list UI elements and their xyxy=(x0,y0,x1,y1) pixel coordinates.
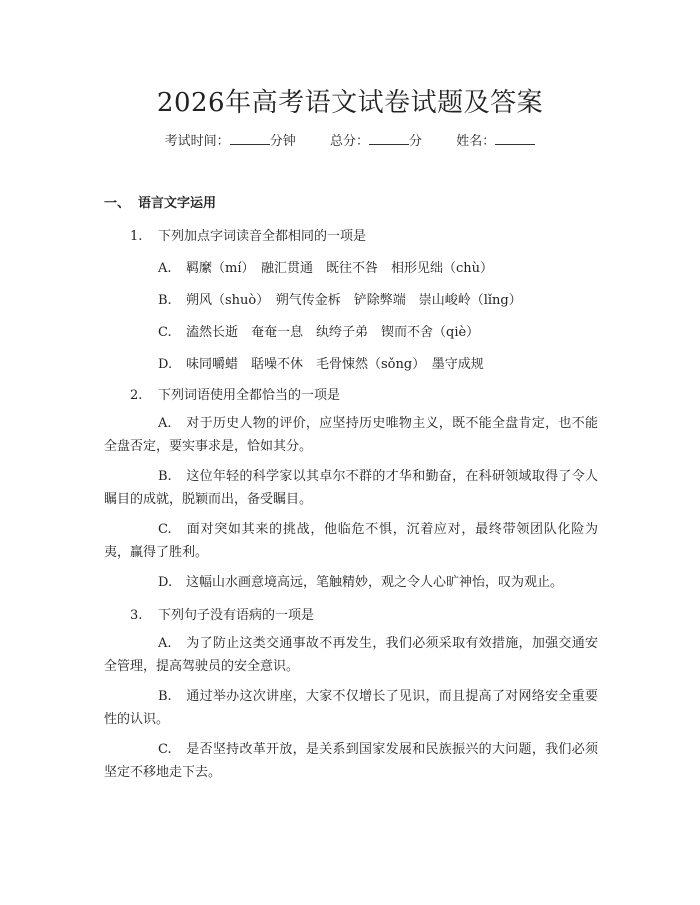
question-number: 3. xyxy=(130,608,143,623)
option-item xyxy=(104,571,598,594)
option-text: 羁縻（mí） 融汇贯通 既往不咎 相形见绌（chù） xyxy=(186,261,494,276)
option-item xyxy=(104,465,598,511)
option-letter: B. xyxy=(158,689,172,704)
question-text: 下列句子没有语病的一项是 xyxy=(158,608,315,623)
option-item xyxy=(104,685,598,731)
option-letter: C. xyxy=(158,522,172,537)
option-item xyxy=(104,632,598,678)
option-text: 这幅山水画意境高远，笔触精妙，观之令人心旷神怡，叹为观止。 xyxy=(186,575,564,590)
section-heading xyxy=(104,192,216,211)
question-number: 2. xyxy=(130,388,143,403)
option-text: 对于历史人物的评价，应坚持历史唯物主义，既不能全盘肯定，也不能全盘否定，要实事求是，恰如其分。 xyxy=(104,416,598,454)
option-text: 面对突如其来的挑战，他临危不惧，沉着应对，最终带领团队化险为夷，赢得了胜利。 xyxy=(104,522,598,560)
option-letter: B. xyxy=(158,293,172,308)
score-unit: 分 xyxy=(409,134,423,149)
question-stem xyxy=(130,384,340,403)
option-text: 味同嚼蜡 聒噪不休 毛骨悚然（sǒng） 墨守成规 xyxy=(186,357,484,372)
score-label: 总分： xyxy=(329,134,369,149)
option-letter: D. xyxy=(158,357,173,372)
option-letter: A. xyxy=(158,636,172,651)
option-text: 为了防止这类交通事故不再发生，我们必须采取有效措施，加强交通安全管理，提高驾驶员的安全意识。 xyxy=(104,636,598,674)
option-item xyxy=(104,738,598,784)
score-blank[interactable] xyxy=(369,132,409,145)
section-title: 语言文字运用 xyxy=(138,196,217,211)
exam-meta xyxy=(0,130,700,149)
option-text: 是否坚持改革开放，是关系到国家发展和民族振兴的大问题，我们必须坚定不移地走下去。 xyxy=(104,742,598,780)
option-item xyxy=(104,518,598,564)
option-text: 通过举办这次讲座，大家不仅增长了见识，而且提高了对网络安全重要性的认识。 xyxy=(104,689,598,727)
question-stem xyxy=(130,604,314,623)
time-label: 考试时间： xyxy=(164,134,230,149)
option-item xyxy=(158,257,493,276)
section-number: 一、 xyxy=(104,196,131,211)
option-letter: B. xyxy=(158,469,172,484)
option-item xyxy=(158,321,479,340)
option-text: 朔风（shuò） 朔气传金柝 铲除弊端 崇山峻岭（lǐng） xyxy=(186,293,522,308)
option-letter: C. xyxy=(158,325,172,340)
question-number: 1. xyxy=(130,229,143,244)
option-text: 溘然长逝 奄奄一息 纨绔子弟 锲而不舍（qiè） xyxy=(186,325,480,340)
time-unit: 分钟 xyxy=(269,134,296,149)
option-letter: D. xyxy=(158,575,173,590)
option-item xyxy=(104,412,598,458)
option-letter: A. xyxy=(158,261,172,276)
page-title: 2026年高考语文试卷试题及答案 xyxy=(156,88,544,118)
question-stem xyxy=(130,225,366,244)
option-text: 这位年轻的科学家以其卓尔不群的才华和勤奋，在科研领域取得了令人瞩目的成就，脱颖而出，备受瞩目。 xyxy=(104,469,598,507)
option-letter: A. xyxy=(158,416,172,431)
option-letter: C. xyxy=(158,742,172,757)
option-item xyxy=(158,289,522,308)
question-text: 下列词语使用全都恰当的一项是 xyxy=(158,388,341,403)
name-label: 姓名： xyxy=(456,134,496,149)
name-blank[interactable] xyxy=(495,132,535,145)
question-text: 下列加点字词读音全都相同的一项是 xyxy=(158,229,367,244)
time-blank[interactable] xyxy=(230,132,270,145)
option-item xyxy=(158,353,484,372)
